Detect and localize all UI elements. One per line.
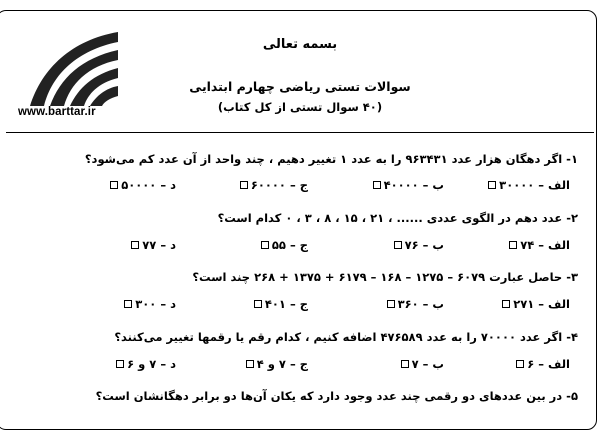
- q3-option-c-checkbox[interactable]: [254, 300, 262, 308]
- q3-option-d-checkbox[interactable]: [124, 300, 132, 308]
- q2-option-b[interactable]: [394, 238, 444, 252]
- q2-option-a-checkbox[interactable]: [509, 241, 517, 249]
- q3-option-d-label: د – ۳۰۰: [135, 297, 176, 311]
- q1-option-d-label: د – ۵۰۰۰۰: [121, 178, 176, 192]
- q1-option-c-label: ج – ۶۰۰۰۰: [250, 178, 308, 192]
- q4-option-a-label: الف – ۶: [527, 357, 570, 371]
- q4-option-a-checkbox[interactable]: [516, 360, 524, 368]
- q4-option-c[interactable]: [246, 357, 308, 371]
- question-2-text: ۲- عدد دهم در الگوی عددی ...... ، ۲۱ ، ۱۵ ، ۸ ، ۳ ، ۰ کدام است؟: [217, 211, 578, 225]
- question-5-text: ۵- در بین عددهای دو رقمی چند عدد وجود دارد که یکان آن‌ها دو برابر دهگانشان است؟: [95, 389, 578, 403]
- q3-option-b[interactable]: [387, 297, 444, 311]
- q2-option-c-checkbox[interactable]: [261, 241, 269, 249]
- q1-option-b[interactable]: [373, 178, 444, 192]
- q2-option-a[interactable]: [509, 238, 570, 252]
- q3-option-b-checkbox[interactable]: [387, 300, 395, 308]
- q4-option-b[interactable]: [401, 357, 444, 371]
- basmala-heading: بسمه تعالی: [262, 37, 338, 52]
- q1-option-b-label: ب – ۴۰۰۰۰: [383, 178, 444, 192]
- q2-option-b-checkbox[interactable]: [394, 241, 402, 249]
- q2-option-c[interactable]: [261, 238, 308, 252]
- q2-option-d-label: د – ۷۷: [142, 238, 176, 252]
- q3-option-b-label: ب – ۳۶۰: [397, 297, 444, 311]
- q3-option-c-label: ج – ۴۰۱: [264, 297, 308, 311]
- q1-option-a[interactable]: [488, 178, 570, 192]
- site-url: www.barttar.ir: [18, 106, 96, 118]
- question-1-text: ۱- اگر دهگان هزار عدد ۹۶۳۴۳۱ را به عدد ۱ تغییر دهیم ، چند واحد از آن عدد کم می‌شود؟: [84, 152, 578, 166]
- q4-option-c-label: ج – ۷ و ۴: [256, 357, 308, 371]
- q2-option-a-label: الف – ۷۴: [520, 238, 570, 252]
- q3-option-a-checkbox[interactable]: [502, 300, 510, 308]
- q2-option-d-checkbox[interactable]: [131, 241, 139, 249]
- q4-option-a[interactable]: [516, 357, 570, 371]
- page-title: سوالات تستی ریاضی چهارم ابتدایی: [189, 79, 411, 94]
- header-divider: [6, 132, 594, 133]
- q1-option-b-checkbox[interactable]: [373, 181, 381, 189]
- q3-option-d[interactable]: [124, 297, 176, 311]
- q1-option-a-label: الف – ۳۰۰۰۰: [499, 178, 570, 192]
- q1-option-d[interactable]: [110, 178, 176, 192]
- q4-option-b-checkbox[interactable]: [401, 360, 409, 368]
- question-3-text: ۳- حاصل عبارت ۶۰۷۹ – ۱۲۷۵ – ۱۶۸ – ۶۱۷۹ + ۱۳۷۵ + ۲۶۸ چند است؟: [192, 270, 578, 284]
- q3-option-a-label: الف – ۲۷۱: [513, 297, 570, 311]
- q2-option-b-label: ب – ۷۶: [404, 238, 444, 252]
- q1-option-d-checkbox[interactable]: [110, 181, 118, 189]
- q1-option-c-checkbox[interactable]: [240, 181, 248, 189]
- q4-option-b-label: ب – ۷: [411, 357, 444, 371]
- q4-option-d-label: د – ۷ و ۶: [127, 357, 176, 371]
- q1-option-a-checkbox[interactable]: [488, 181, 496, 189]
- q2-option-d[interactable]: [131, 238, 176, 252]
- page-subtitle: (۴۰ سوال تستی از کل کتاب): [217, 100, 383, 114]
- q1-option-c[interactable]: [240, 178, 308, 192]
- q4-option-d-checkbox[interactable]: [116, 360, 124, 368]
- question-4-text: ۴- اگر عدد ۷۰۰۰۰ را به عدد ۴۷۶۵۸۹ اضافه کنیم ، کدام رقم یا رقمها تغییر می‌کنند؟: [114, 330, 578, 344]
- q2-option-c-label: ج – ۵۵: [271, 238, 308, 252]
- q4-option-c-checkbox[interactable]: [246, 360, 254, 368]
- q4-option-d[interactable]: [116, 357, 176, 371]
- q3-option-c[interactable]: [254, 297, 308, 311]
- q3-option-a[interactable]: [502, 297, 570, 311]
